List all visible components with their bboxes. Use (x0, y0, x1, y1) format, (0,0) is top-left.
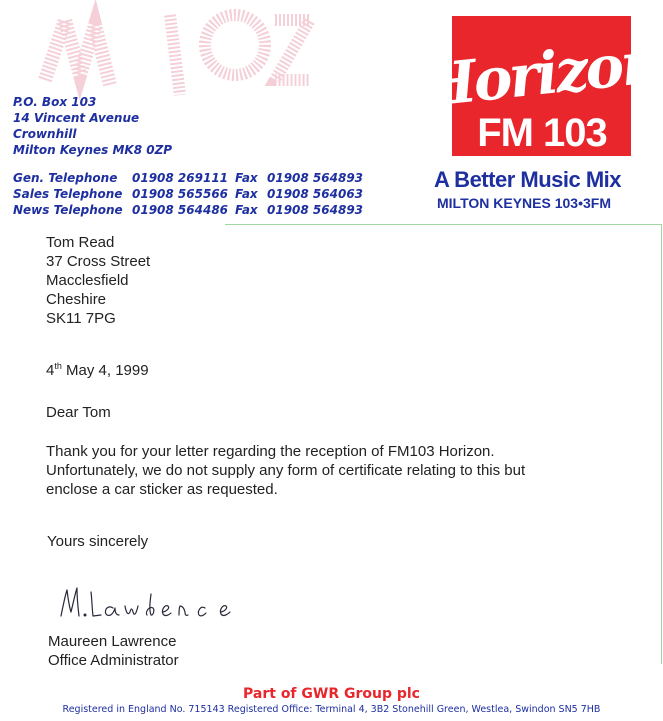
body-line: Unfortunately, we do not supply any form of certificate relating to this but (46, 462, 526, 479)
date-day: 4 (46, 362, 55, 379)
address-line: P.O. Box 103 (13, 95, 97, 109)
station-tagline: A Better Music Mix (434, 167, 622, 192)
address-line: Crownhill (13, 127, 77, 141)
closing: Yours sincerely (47, 533, 149, 550)
station-location: MILTON KEYNES 103•3FM (437, 195, 611, 211)
letter-body (46, 442, 525, 499)
letter-date (46, 361, 149, 380)
phone-number: 01908 565566 (132, 187, 229, 201)
contact-label: Gen. Telephone (13, 171, 118, 185)
recipient-line: 37 Cross Street (46, 253, 151, 270)
registration-details: Registered in England No. 715143 Registered Office: Terminal 4, 3B2 Stonehill Green, Westlea, Swindon SN5 7HB (62, 704, 601, 715)
fax-label: Fax (235, 171, 258, 185)
logo-frequency: FM 103 (477, 111, 607, 155)
phone-number: 01908 269111 (132, 171, 229, 185)
recipient-line: SK11 7PG (46, 310, 116, 327)
salutation: Dear Tom (46, 404, 111, 421)
fax-number: 01908 564893 (267, 203, 364, 217)
logo-name: Horizon (418, 27, 663, 121)
body-line: enclose a car sticker as requested. (46, 481, 278, 498)
signer-block (48, 632, 179, 670)
fax-number: 01908 564893 (267, 171, 364, 185)
page-border-top (225, 224, 661, 225)
recipient-line: Tom Read (46, 234, 115, 251)
fax-number: 01908 564063 (267, 187, 364, 201)
fax-label: Fax (235, 203, 258, 217)
recipient-line: Macclesfield (46, 272, 129, 289)
fax-label: Fax (235, 187, 258, 201)
signer-title: Office Administrator (48, 652, 179, 669)
group-affiliation: Part of GWR Group plc (243, 686, 420, 702)
phone-number: 01908 564486 (132, 203, 229, 217)
date-rest: May 4, 1999 (61, 362, 149, 379)
station-address (13, 94, 172, 158)
address-line: 14 Vincent Avenue (13, 111, 140, 125)
signer-name: Maureen Lawrence (48, 633, 177, 650)
contact-label: Sales Telephone (13, 187, 123, 201)
handwritten-signature (55, 582, 265, 622)
recipient-address (46, 233, 150, 328)
address-line: Milton Keynes MK8 0ZP (13, 143, 173, 157)
recipient-line: Cheshire (46, 291, 107, 308)
page-border-right (661, 224, 662, 664)
horizon-logo (418, 16, 663, 156)
date-suffix: th (54, 361, 62, 371)
contact-label: News Telephone (13, 203, 123, 217)
body-line: Thank you for your letter regarding the reception of FM103 Horizon. (46, 443, 495, 460)
